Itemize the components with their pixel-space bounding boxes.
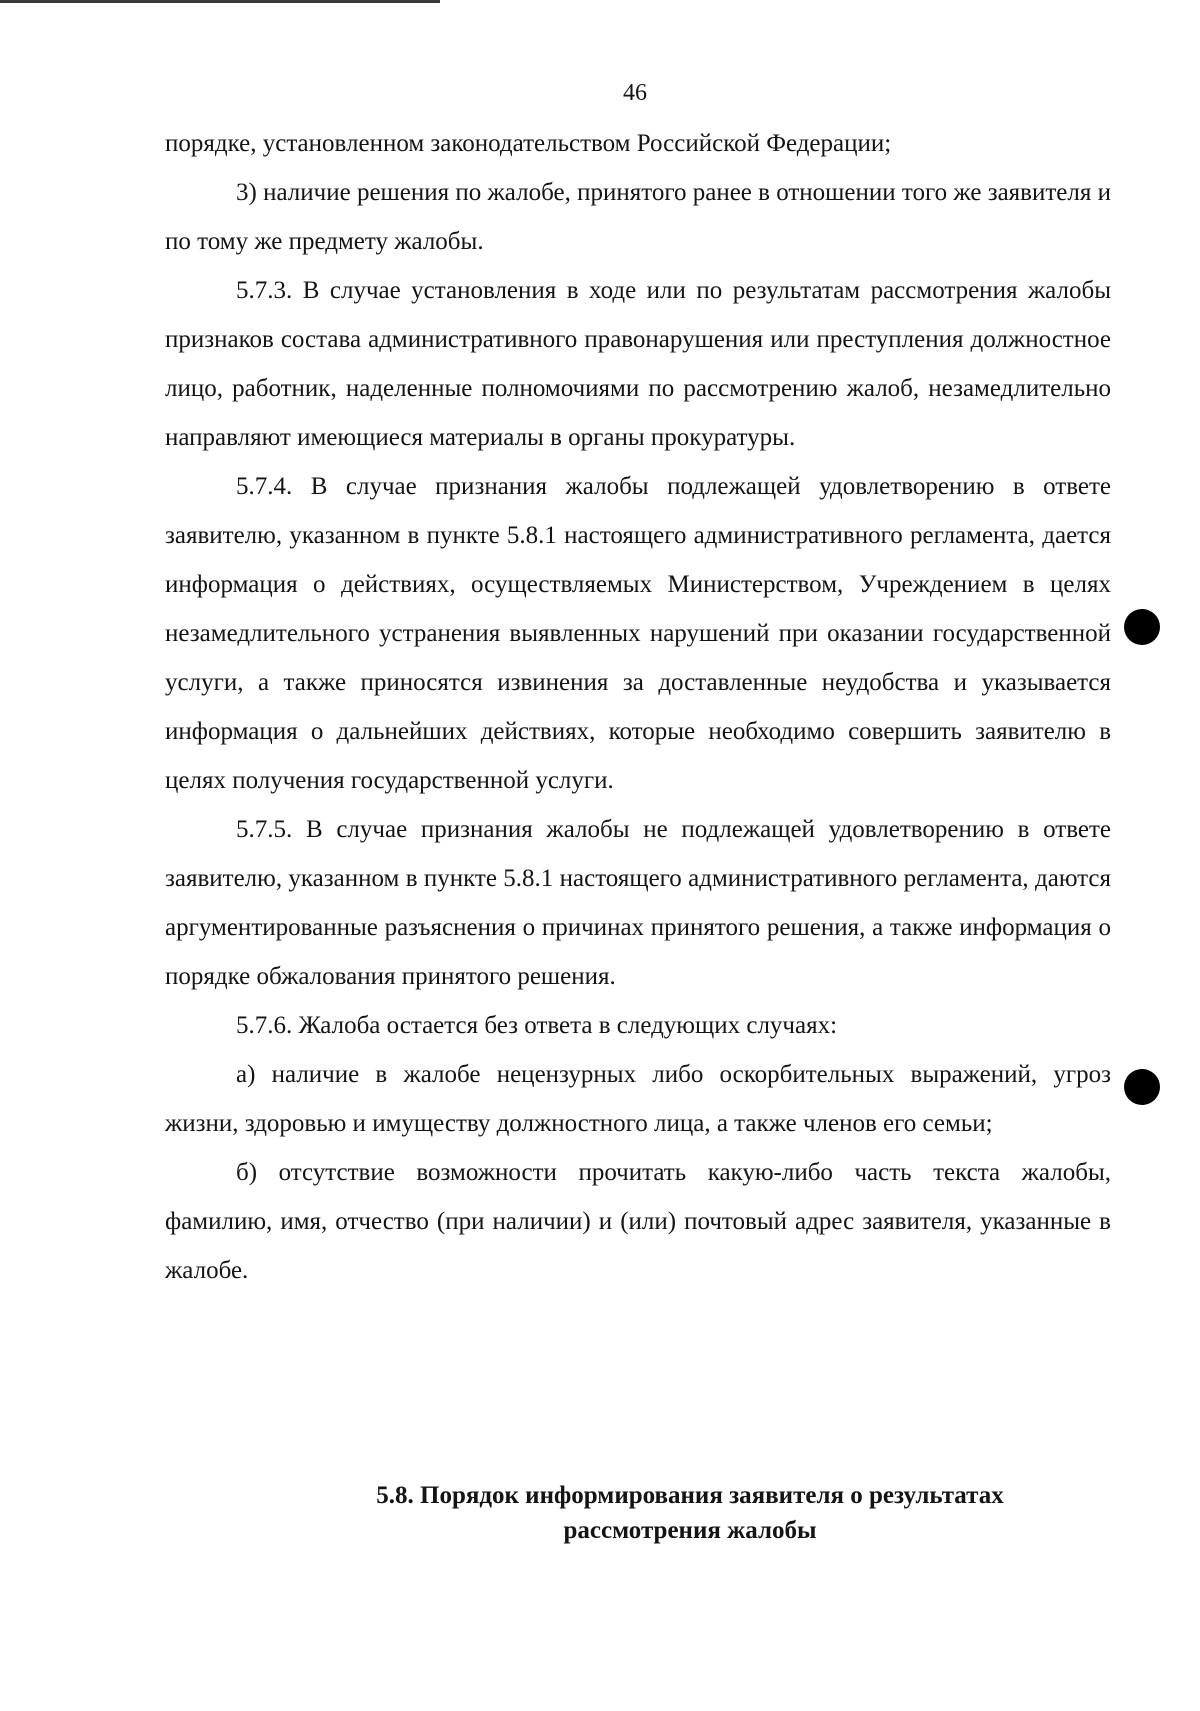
section-heading-line-1: 5.8. Порядок информирования заявителя о результатах [376, 1482, 1004, 1509]
scan-top-rule [0, 0, 440, 3]
paragraph-item-a: а) наличие в жалобе нецензурных либо оскорбительных выражений, угроз жизни, здоровью и имуществу должностного лица, а также членов его семьи; [165, 1061, 1111, 1137]
paragraph-5-7-4: 5.7.4. В случае признания жалобы подлежащей удовлетворению в ответе заявителю, указанном в пункте 5.8.1 настоящего административного регламента, дается информация о действиях, осуществляемых Министерством, Учреждением в целях незамедлительного устранения выявленных нарушений при оказании государственной услуги, а также приносятся извинения за доставленные неудобства и указывается информация о дальнейших действиях, которые необходимо совершить заявителю в целях получения государственной услуги. [165, 473, 1111, 794]
section-heading-line-2: рассмотрения жалобы [563, 1517, 817, 1544]
paragraph-5-7-5: 5.7.5. В случае признания жалобы не подлежащей удовлетворению в ответе заявителю, указанном в пункте 5.8.1 настоящего административного регламента, даются аргументированные разъяснения о причинах принятого решения, а также информация о порядке обжалования принятого решения. [165, 816, 1111, 990]
binder-hole-mark [1124, 1069, 1160, 1105]
page-number: 46 [623, 80, 647, 106]
document-body [165, 119, 1111, 1295]
section-heading-5-8 [165, 1478, 1200, 1548]
paragraph-continuation: порядке, установленном законодательством Российской Федерации; [165, 130, 892, 157]
binder-hole-mark [1124, 609, 1160, 645]
paragraph-5-7-6: 5.7.6. Жалоба остается без ответа в следующих случаях: [236, 1012, 838, 1039]
paragraph-item-3: 3) наличие решения по жалобе, принятого ранее в отношении того же заявителя и по тому же предмету жалобы. [165, 179, 1111, 255]
paragraph-5-7-3: 5.7.3. В случае установления в ходе или по результатам рассмотрения жалобы признаков состава административного правонарушения или преступления должностное лицо, работник, наделенные полномочиями по рассмотрению жалоб, незамедлительно направляют имеющиеся материалы в органы прокуратуры. [165, 277, 1111, 451]
paragraph-item-b: б) отсутствие возможности прочитать какую-либо часть текста жалобы, фамилию, имя, отчество (при наличии) и (или) почтовый адрес заявителя, указанные в жалобе. [165, 1159, 1111, 1284]
